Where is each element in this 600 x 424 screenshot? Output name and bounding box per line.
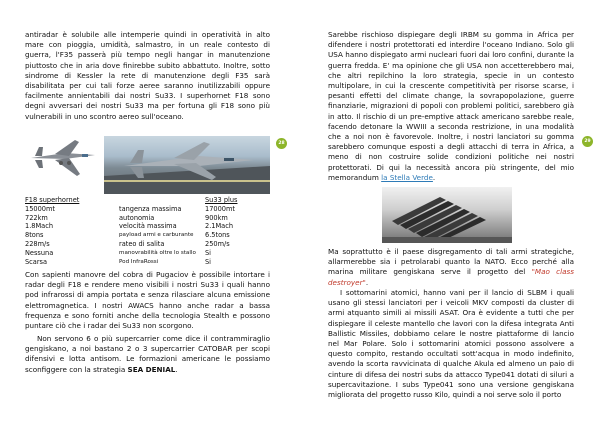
missile-launcher-photo [382, 187, 512, 243]
spec-label: velocità massima [119, 222, 177, 231]
spec-label: tangenza massima [119, 204, 182, 213]
right-paragraph-2 [328, 247, 574, 288]
page-number-right: 29 [582, 136, 593, 147]
su33-spec-column [205, 196, 265, 266]
left-paragraph-3 [25, 334, 270, 375]
su33-value: 250m/s [205, 239, 230, 248]
su33-value: 900km [205, 213, 228, 222]
su33-value: Si [205, 257, 212, 266]
su33-photo [104, 136, 270, 194]
su33-header: Su33 plus [205, 196, 238, 204]
right-paragraph-1-text: Sarebbe rischioso dispiegare degli IRBM su gomma in Africa per difendere i nostri protettorati ed interdire l'oceano Indiano. Solo gli USA hanno dispiegato armi nucleari fuori dai loro confini, durante la guerra fredda. E' ma opinione che gli USA non accetterebbero mai, che altri repilchino la loro strategia, specie in un contesto multipolare, in cui la crescente competitività per risorse scarse, i pesanti effetti del climate change, la sovrapopolazione, guerre finanziarie, migrazioni di popoli con problemi politici, sarebbero già in atto. Il rischio di un pre-emptive attack americano sarebbe reale, facendo detonare la WWIII a seconda restrizione, in una modalità che a noi non è favorevole. Inoltre, i nostri lanciatori su gomma sarebbero comunque esposti a degli attacchi di terra in Africa, a meno di non costruire solide condizioni politiche nei nostri protettorati. Di qui la necessità ancora più stringente, del mio memorandum [328, 30, 574, 182]
left-paragraph-2: Con sapienti manovre del cobra di Pugaciov è possibile intortare i radar degli F18 e rendere meno visibili i nostri Su33 i quali hanno pod infrarossi di ampia portata e senza rilasciare alcuna emissione elettromagnetica. I nostri AWACS hanno anche radar a bassa frequenza e sono forniti anche della tecnologia Stealth e possono puntare ciò che i radar dei Su33 non scorgono. [25, 270, 270, 331]
su33-value: Si [205, 248, 212, 257]
f18-value: Nessuna [25, 248, 54, 257]
left-paragraph-3-text: Non servono 6 o più supercarrier come dice il contrammiraglio gengiskano, a noi bastano 2 o 3 supercarrier CATOBAR per scopi difensivi e lotta antisom. Le formazioni americane le possiamo sconfiggere con la strategia [25, 334, 270, 374]
right-page [300, 0, 600, 424]
spec-label: Pod InfraRossi [119, 258, 159, 265]
f18-value: 1.8Mach [25, 222, 54, 231]
stella-verde-link[interactable]: la Stella Verde [381, 172, 433, 182]
f18-value: 722km [25, 213, 48, 222]
sea-denial-term: SEA DENIAL [127, 364, 176, 374]
su33-value: 2.1Mach [205, 222, 234, 231]
left-paragraph-1: antiradar è solubile alle intemperie quindi in operatività in alto mare con pioggia, umidità, salmastro, in un reale contesto di guerra, l'F35 passerà più tempo negli hangar in manutenzione piuttosto che in aria dove finirebbe subito abbattuto. Inoltre, sotto sindrome di Kessler la rete di manutenzione degli F35 sarà disabilitata per cui tali forze aeree saranno inutilizzabili oppure facilmente annientabili dai nostri Su33. I superhornet F18 sono degni avversari dei nostri Su33 ma per fortuna gli F18 sono più vulnerabili in uno scontro aereo sull'oceano. [25, 30, 270, 121]
spec-label: manovrabilità oltre lo stallo [119, 249, 196, 256]
right-paragraph-1 [328, 30, 574, 183]
f18-value: 8tons [25, 231, 44, 240]
left-paragraph-3-end: . [175, 364, 178, 374]
f18-header: F18 superhornet [25, 196, 80, 204]
su33-value: 17000mt [205, 204, 235, 213]
spec-label: payload armi e carburante [119, 232, 194, 239]
su33-value: 6.5tons [205, 231, 230, 240]
f18-spec-column [25, 196, 85, 266]
spec-label-column [119, 196, 217, 266]
right-paragraph-3: I sottomarini atomici, hanno vani per il lancio di SLBM i quali usano gli stessi lanciatori per i veicoli MKV composti da cluster di armi atquanto simili ai missili ASAT. Ora è evidente a tutti che per dispiegare il celeste mantello che lavori con la difesa integrata Anti Ballistic Missiles, dobbiamo celare le nostre piattaforme di lancio nel Mar Polare. Solo i sottomarini atomici possono assolvere a questo compito, restando occultati sott'acqua in modo indefinito, avendo la scorta ravvicinata di qualche Akula ed almeno un paio di cinture di difesa dei nostri subs da attacco Type041 dotati di siluri a supercavitazione. I subs Type041 sono una versione gengiskana migliorata del progetto russo Kilo, quindi a noi serve solo il porto [328, 288, 574, 400]
f18-value: 228m/s [25, 239, 50, 248]
right-paragraph-2-text: Ma soprattutto è il paese disgregamento di tali armi strategiche, allarmerebbe sia i petrolarabi quanto la NATO. Ecco perché alla marina militare gengiskana serve il progetto del [328, 247, 574, 277]
mao-class-destroyer-term: "Mao class destroyer" [328, 267, 575, 287]
spec-label: autonomia [119, 213, 155, 222]
f18-photo [25, 136, 103, 191]
right-paragraph-1-end: . [432, 172, 436, 182]
page-number-left: 28 [276, 138, 287, 149]
f18-value: 15000mt [25, 204, 55, 213]
spec-label: rateo di salita [119, 239, 165, 248]
f18-value: Scarsa [25, 257, 48, 266]
right-paragraph-2-end: . [365, 277, 369, 287]
